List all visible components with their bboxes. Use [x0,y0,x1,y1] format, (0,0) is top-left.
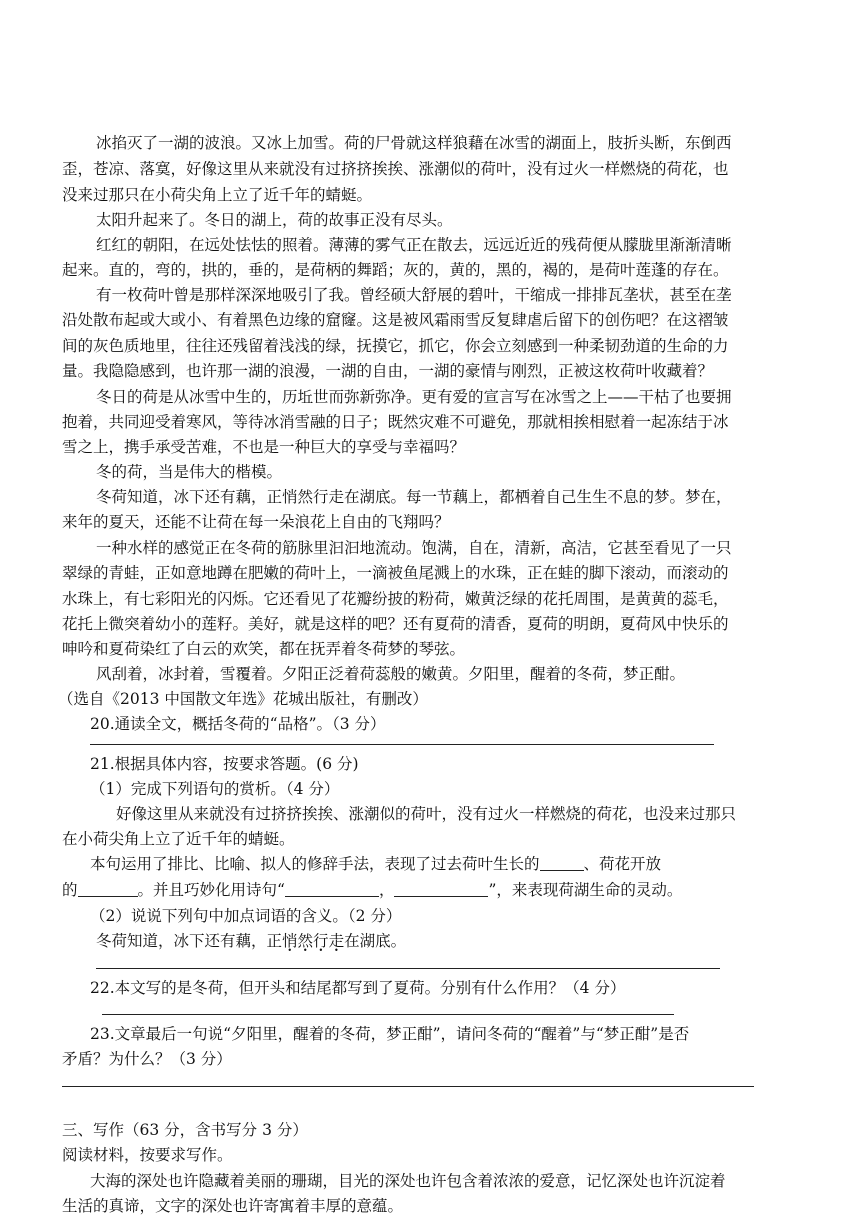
dotted-char: 行 [313,932,329,950]
passage-line: 量。我隐隐感到，也许那一湖的浪漫，一湖的自由，一湖的豪情与刚烈，正被这枚荷叶收藏着？ [62,362,714,380]
analysis-text: 。并且巧妙化用诗句“ [137,881,285,899]
dotted-char: 然 [297,932,314,950]
passage-line: 抱着，共同迎受着寒风，等待冰消雪融的日子；既然灾难不可避免，那就相挨相慰着一起冻结于冰 [62,413,729,431]
passage-line: 冰掐灭了一湖的波浪。又冰上加雪。荷的尸骨就这样狼藉在冰雪的湖面上，肢折头断，东倒西 [96,134,732,152]
analysis-text: ”，来表现荷湖生命的灵动。 [488,881,683,899]
fill-blank-2[interactable] [78,881,138,897]
fill-blank-4[interactable] [394,881,488,897]
material-line: 大海的深处也许隐藏着美丽的珊瑚，目光的深处也许包含着浓浓的爱意，记忆深处也许沉淀着 [90,1172,726,1190]
passage-line: 风刮着，冰封着，雪覆着。夕阳正泛着荷蕊般的嫩黄。夕阳里，醒着的冬荷，梦正酣。 [96,665,686,683]
section-instruction: 阅读材料，按要求写作。 [62,1146,233,1164]
answer-line-22[interactable] [102,1014,674,1015]
question-20: 20.通读全文，概括冬荷的“品格”。（3 分） [90,715,386,733]
passage-line: 没来过那只在小荷尖角上立了近千年的蜻蜓。 [62,186,373,204]
answer-line-21[interactable] [96,968,720,969]
analysis-text: 的 [62,881,78,899]
material-line: 生活的真谛，文字的深处也许寄寓着丰厚的意蕴。 [62,1197,404,1215]
question-23-line-1: 23.文章最后一句说“夕阳里，醒着的冬荷，梦正酣”，请问冬荷的“醒着”与“梦正酣”是否 [90,1025,690,1043]
sentence-text: 冬荷知道，冰下还有藕，正 [96,932,283,950]
passage-line: 雪之上，携手承受苦难，不也是一种巨大的享受与幸福吗？ [62,438,466,456]
passage-line: 有一枚荷叶曾是那样深深地吸引了我。曾经硕大舒展的碧叶，干缩成一排排瓦垄状，甚至在垄 [96,286,732,304]
fill-blank-3[interactable] [285,881,379,897]
question-22: 22.本文写的是冬荷，但开头和结尾都写到了夏荷。分别有什么作用？（4 分） [90,979,626,997]
quoted-sentence-line: 好像这里从来就没有过挤挤挨挨、涨潮似的荷叶，没有过火一样燃烧的荷花，也没来过那只 [116,805,737,823]
dotted-char: 悄 [282,932,298,950]
answer-line-20[interactable] [90,744,714,745]
sentence-text: 在湖底。 [344,932,407,950]
passage-line: 翠绿的青蛙，正如意地蹲在肥嫩的荷叶上，一滴被鱼尾溅上的水珠，正在蛙的脚下滚动，而滚动的 [62,564,729,582]
dotted-sentence [96,931,406,951]
question-21: 21.根据具体内容，按要求答题。(6 分) [90,755,359,773]
question-21-part-1: （1）完成下列语句的赏析。（4 分） [90,780,340,798]
passage-line: 太阳升起来了。冬日的湖上，荷的故事正没有尽头。 [96,211,453,229]
question-23-line-2: 矛盾？为什么？（3 分） [62,1050,232,1068]
analysis-text: 、荷花开放 [583,855,662,873]
passage-line: 呻吟和夏荷染红了白云的欢笑，都在抚弄着冬荷梦的琴弦。 [62,640,466,658]
passage-line: 红红的朝阳，在远处怯怯的照着。薄薄的雾气正在散去，远远近近的残荷便从朦胧里渐渐清晰 [96,236,732,254]
section-heading: 三、写作（63 分，含书写分 3 分） [62,1121,308,1139]
passage-line: 起来。直的，弯的，拱的，垂的，是荷柄的舞蹈；灰的，黄的，黑的，褐的，是荷叶莲蓬的存在。 [62,261,729,279]
passage-line: 冬的荷，当是伟大的楷模。 [96,463,283,481]
analysis-line-1 [90,854,661,874]
analysis-text: 本句运用了排比、比喻、拟人的修辞手法，表现了过去荷叶生长的 [90,855,540,873]
passage-line: 沿处散布起或大或小、有着黑色边缘的窟窿。这是被风霜雨雪反复肆虐后留下的创伤吧？在这褶皱 [62,311,729,329]
passage-line: 冬荷知道，冰下还有藕，正悄然行走在湖底。每一节藕上，都栖着自己生生不息的梦。梦在， [96,488,732,506]
passage-line: 歪，苍凉、落寞，好像这里从来就没有过挤挤挨挨、涨潮似的荷叶，没有过火一样燃烧的荷花，也 [62,160,729,178]
quoted-sentence-line: 在小荷尖角上立了近千年的蜻蜓。 [62,830,295,848]
passage-line: 来年的夏天，还能不让荷在每一朵浪花上自由的飞翔吗？ [62,513,450,531]
passage-line: 水珠上，有七彩阳光的闪烁。它还看见了花瓣纷披的粉荷，嫩黄泛绿的花托周围，是黄黄的蕊毛， [62,590,729,608]
analysis-text: ， [378,881,395,899]
passage-line: 花托上微突着幼小的莲籽。美好，就是这样的吧？还有夏荷的清香，夏荷的明朗，夏荷风中快乐的 [62,615,729,633]
passage-line: 冬日的荷是从冰雪中生的，历坵世而弥新弥净。更有爱的宣言写在冰雪之上——干枯了也要拥 [96,388,732,406]
dotted-char: 走 [328,932,345,950]
analysis-line-2 [62,880,682,900]
passage-source: （选自《2013 中国散文年选》花城出版社，有删改） [58,690,428,708]
fill-blank-1[interactable] [540,855,584,871]
answer-line-23[interactable] [62,1086,754,1087]
question-21-part-2: （2）说说下列句中加点词语的含义。（2 分） [90,907,402,925]
passage-line: 一种水样的感觉正在冬荷的筋脉里汩汩地流动。饱满，自在，清新，高洁，它甚至看见了一只 [96,539,732,557]
passage-line: 间的灰色质地里，往往还残留着浅浅的绿，抚摸它，抓它，你会立刻感到一种柔韧劲道的生命的力 [62,337,729,355]
